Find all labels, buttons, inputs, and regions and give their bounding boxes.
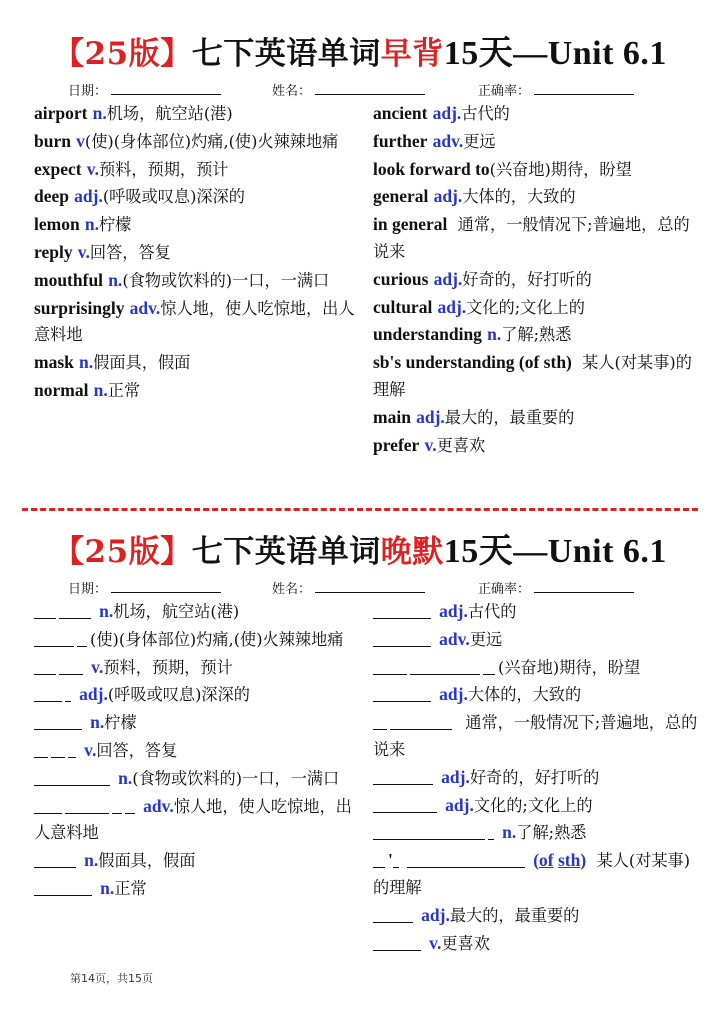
answer-blank[interactable] xyxy=(373,768,433,785)
top-title-bracket: 【25版】 xyxy=(53,36,192,72)
list-item: n.柠檬 xyxy=(34,709,364,737)
top-date-field[interactable] xyxy=(111,82,221,95)
section-divider xyxy=(22,508,698,511)
answer-blank[interactable] xyxy=(483,658,495,675)
top-accuracy-field[interactable] xyxy=(534,82,634,95)
answer-blank[interactable] xyxy=(373,851,385,868)
list-item: adj.好奇的，好打听的 xyxy=(373,764,703,792)
answer-blank[interactable] xyxy=(34,602,56,619)
top-info-row xyxy=(0,80,720,100)
list-item: adj.古代的 xyxy=(373,598,703,626)
list-item: (使)(身体部位)灼痛,(使)火辣辣地痛 xyxy=(34,626,364,654)
list-item: lemon n.柠檬 xyxy=(34,214,132,235)
list-item: v.更喜欢 xyxy=(373,930,703,958)
answer-blank[interactable] xyxy=(373,685,431,702)
bottom-title-main: 七下英语单词 xyxy=(191,534,381,570)
top-left-list xyxy=(34,100,364,405)
answer-blank[interactable] xyxy=(393,851,399,868)
answer-blank[interactable] xyxy=(59,658,83,675)
answer-blank[interactable] xyxy=(373,796,437,813)
list-item: adj.最大的，最重要的 xyxy=(373,902,703,930)
list-item: n.假面具，假面 xyxy=(34,847,364,875)
answer-blank[interactable] xyxy=(34,851,76,868)
list-item: mouthful n.(食物或饮料的)一口，一满口 xyxy=(34,269,330,290)
answer-blank[interactable] xyxy=(34,685,62,702)
list-item: v.预料，预期，预计 xyxy=(34,654,364,682)
top-title-main: 七下英语单词 xyxy=(191,36,381,72)
answer-blank[interactable] xyxy=(390,713,452,730)
bottom-name-field[interactable] xyxy=(315,580,425,593)
answer-blank[interactable] xyxy=(68,741,76,758)
bottom-title-bracket: 【25版】 xyxy=(53,534,192,570)
list-item: mask n.假面具，假面 xyxy=(34,352,191,373)
list-item: surprisingly adv.惊人地，使人吃惊地，出人意料地 xyxy=(34,297,355,345)
answer-blank[interactable] xyxy=(373,906,413,923)
answer-blank[interactable] xyxy=(373,658,407,675)
list-item: understanding n.了解;熟悉 xyxy=(373,324,572,345)
top-title-days: 15天 xyxy=(443,35,514,72)
list-item: adv.更远 xyxy=(373,626,703,654)
answer-blank[interactable] xyxy=(125,797,135,814)
answer-blank[interactable] xyxy=(373,713,387,730)
bottom-right-list xyxy=(373,598,703,957)
list-item: adj.(呼吸或叹息)深深的 xyxy=(34,681,364,709)
list-item: n.正常 xyxy=(34,875,364,903)
list-item: 通常，一般情况下;普遍地，总的说来 xyxy=(373,713,698,759)
bottom-title xyxy=(0,532,720,572)
answer-blank[interactable] xyxy=(77,630,87,647)
top-title xyxy=(0,34,720,74)
list-item: burn v(使)(身体部位)灼痛,(使)火辣辣地痛 xyxy=(34,130,339,151)
answer-blank[interactable] xyxy=(65,797,109,814)
answer-blank[interactable] xyxy=(34,879,92,896)
answer-blank[interactable] xyxy=(34,797,62,814)
answer-blank[interactable] xyxy=(488,823,494,840)
answer-blank[interactable] xyxy=(410,658,480,675)
list-item: ancient adj.古代的 xyxy=(373,103,510,123)
list-item: look forward to(兴奋地)期待，盼望 xyxy=(373,158,632,179)
list-item: further adv.更远 xyxy=(373,130,496,151)
bottom-accuracy-field[interactable] xyxy=(534,580,634,593)
bottom-title-mode: 晚默 xyxy=(380,534,444,570)
list-item: reply v.回答，答复 xyxy=(34,241,171,262)
answer-blank[interactable] xyxy=(407,851,525,868)
top-name-field[interactable] xyxy=(315,82,425,95)
answer-blank[interactable] xyxy=(34,658,56,675)
list-item: general adj.大体的，大致的 xyxy=(373,186,576,207)
answer-blank[interactable] xyxy=(373,630,431,647)
answer-blank[interactable] xyxy=(65,685,71,702)
list-item: expect v.预料，预期，预计 xyxy=(34,158,229,179)
list-item: prefer v.更喜欢 xyxy=(373,434,486,455)
list-item: n.了解;熟悉 xyxy=(373,819,703,847)
bottom-title-days: 15天 xyxy=(443,533,514,570)
list-item: main adj.最大的，最重要的 xyxy=(373,406,575,427)
list-item: v.回答，答复 xyxy=(34,737,364,765)
list-item: curious adj.好奇的，好打听的 xyxy=(373,268,592,289)
list-item: deep adj.(呼吸或叹息)深深的 xyxy=(34,186,245,207)
answer-blank[interactable] xyxy=(373,602,431,619)
bottom-title-unit: —Unit 6.1 xyxy=(513,533,667,570)
bottom-accuracy-label: 正确率： xyxy=(478,582,531,597)
list-item: sb's understanding (of sth) 某人(对某事)的理解 xyxy=(373,352,692,399)
bottom-left-list xyxy=(34,598,364,903)
bottom-name-label: 姓名： xyxy=(272,582,312,597)
answer-blank[interactable] xyxy=(34,713,82,730)
top-name-label: 姓名： xyxy=(272,84,312,99)
list-item: ' (of sth) 某人(对某事)的理解 xyxy=(373,850,691,897)
answer-blank[interactable] xyxy=(34,741,48,758)
top-title-mode: 早背 xyxy=(380,36,444,72)
list-item: adj.文化的;文化上的 xyxy=(373,792,703,820)
list-item: normal n.正常 xyxy=(34,379,141,400)
bottom-date-field[interactable] xyxy=(111,580,221,593)
answer-blank[interactable] xyxy=(34,769,110,786)
list-item: adj.大体的，大致的 xyxy=(373,681,703,709)
page-number: 第14页，共15页 xyxy=(70,972,153,985)
answer-blank[interactable] xyxy=(34,630,74,647)
top-accuracy-label: 正确率： xyxy=(478,84,531,99)
bottom-info-row xyxy=(0,578,720,598)
list-item: airport n.机场，航空站(港) xyxy=(34,103,233,123)
top-title-unit: —Unit 6.1 xyxy=(513,35,667,72)
list-item: cultural adj.文化的;文化上的 xyxy=(373,296,585,317)
answer-blank[interactable] xyxy=(112,797,122,814)
answer-blank[interactable] xyxy=(373,934,421,951)
top-right-list xyxy=(373,100,703,459)
list-item: (兴奋地)期待，盼望 xyxy=(373,654,703,682)
answer-blank[interactable] xyxy=(51,741,65,758)
list-item: in general 通常，一般情况下;普遍地，总的说来 xyxy=(373,214,690,261)
list-item: adv.惊人地，使人吃惊地，出人意料地 xyxy=(34,795,352,843)
answer-blank[interactable] xyxy=(59,602,91,619)
answer-blank[interactable] xyxy=(373,823,485,840)
bottom-date-label: 日期： xyxy=(68,582,108,597)
list-item: n.机场，航空站(港) xyxy=(34,598,364,626)
top-date-label: 日期： xyxy=(68,84,108,99)
list-item: n.(食物或饮料的)一口，一满口 xyxy=(34,765,364,793)
